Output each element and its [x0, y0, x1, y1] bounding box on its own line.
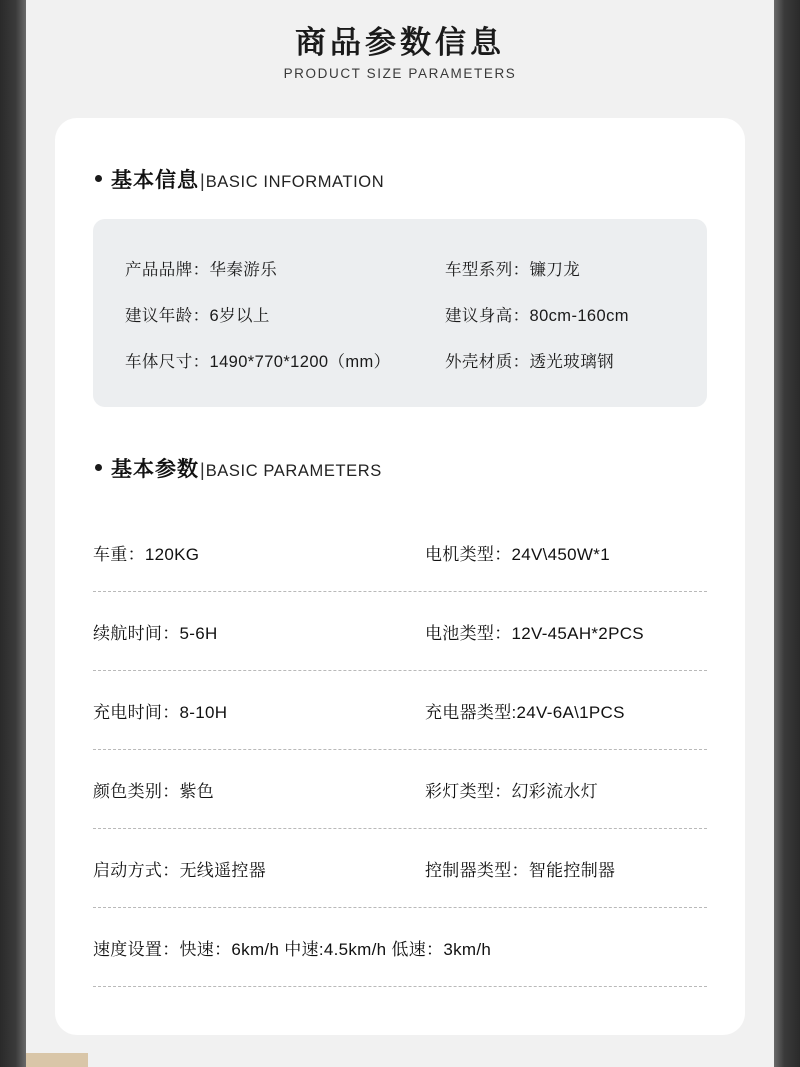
section-title-cn: 基本信息 — [111, 169, 199, 192]
info-cell-brand: 产品品牌：华秦游乐 — [125, 261, 278, 279]
section-title-en: BASIC INFORMATION — [205, 173, 385, 191]
param-charger-type: 充电器类型:24V-6A\1PCS — [425, 702, 625, 722]
info-row — [93, 245, 707, 291]
section-title-divider: | — [200, 460, 205, 480]
param-battery-type: 电池类型：12V-45AH*2PCS — [425, 623, 644, 643]
table-row — [93, 829, 707, 908]
bullet-icon — [95, 175, 102, 182]
parameters-list — [93, 513, 707, 987]
info-row — [93, 337, 707, 383]
param-start-mode: 启动方式：无线遥控器 — [93, 860, 266, 880]
table-row — [93, 592, 707, 671]
page-title: 商品参数信息 — [295, 25, 505, 60]
info-cell-age: 建议年龄：6岁以上 — [125, 307, 270, 325]
section-title-en: BASIC PARAMETERS — [205, 462, 382, 480]
page-body — [26, 0, 774, 1067]
table-row — [93, 908, 707, 987]
param-motor-type: 电机类型：24V\450W*1 — [425, 544, 610, 564]
right-page-edge — [774, 0, 800, 1067]
param-light-type: 彩灯类型：幻彩流水灯 — [425, 781, 598, 801]
page-header — [26, 0, 774, 81]
section-header-basic-info — [55, 164, 745, 194]
param-weight: 车重：120KG — [93, 544, 200, 564]
section-header-basic-parameters — [55, 453, 745, 483]
info-row — [93, 291, 707, 337]
param-color: 颜色类别：紫色 — [93, 781, 215, 801]
section-title-divider: | — [200, 171, 205, 191]
info-cell-dimensions: 车体尺寸：1490*770*1200（mm） — [125, 353, 391, 371]
bullet-icon — [95, 464, 102, 471]
table-row — [93, 750, 707, 829]
table-row — [93, 513, 707, 592]
section-title-cn: 基本参数 — [111, 458, 199, 481]
param-speed-settings: 速度设置：快速：6km/h 中速:4.5km/h 低速：3km/h — [93, 939, 492, 959]
param-controller-type: 控制器类型：智能控制器 — [425, 860, 616, 880]
table-row — [93, 671, 707, 750]
bottom-decoration — [26, 1053, 88, 1067]
left-page-edge — [0, 0, 26, 1067]
page-subtitle: PRODUCT SIZE PARAMETERS — [283, 65, 517, 81]
info-cell-series: 车型系列：镰刀龙 — [445, 261, 581, 279]
info-cell-height: 建议身高：80cm-160cm — [445, 307, 629, 325]
content-card — [55, 118, 745, 1035]
param-endurance: 续航时间：5-6H — [93, 623, 218, 643]
param-charge-time: 充电时间：8-10H — [93, 702, 228, 722]
info-cell-shell-material: 外壳材质：透光玻璃钢 — [445, 353, 614, 371]
basic-info-box — [93, 219, 707, 407]
